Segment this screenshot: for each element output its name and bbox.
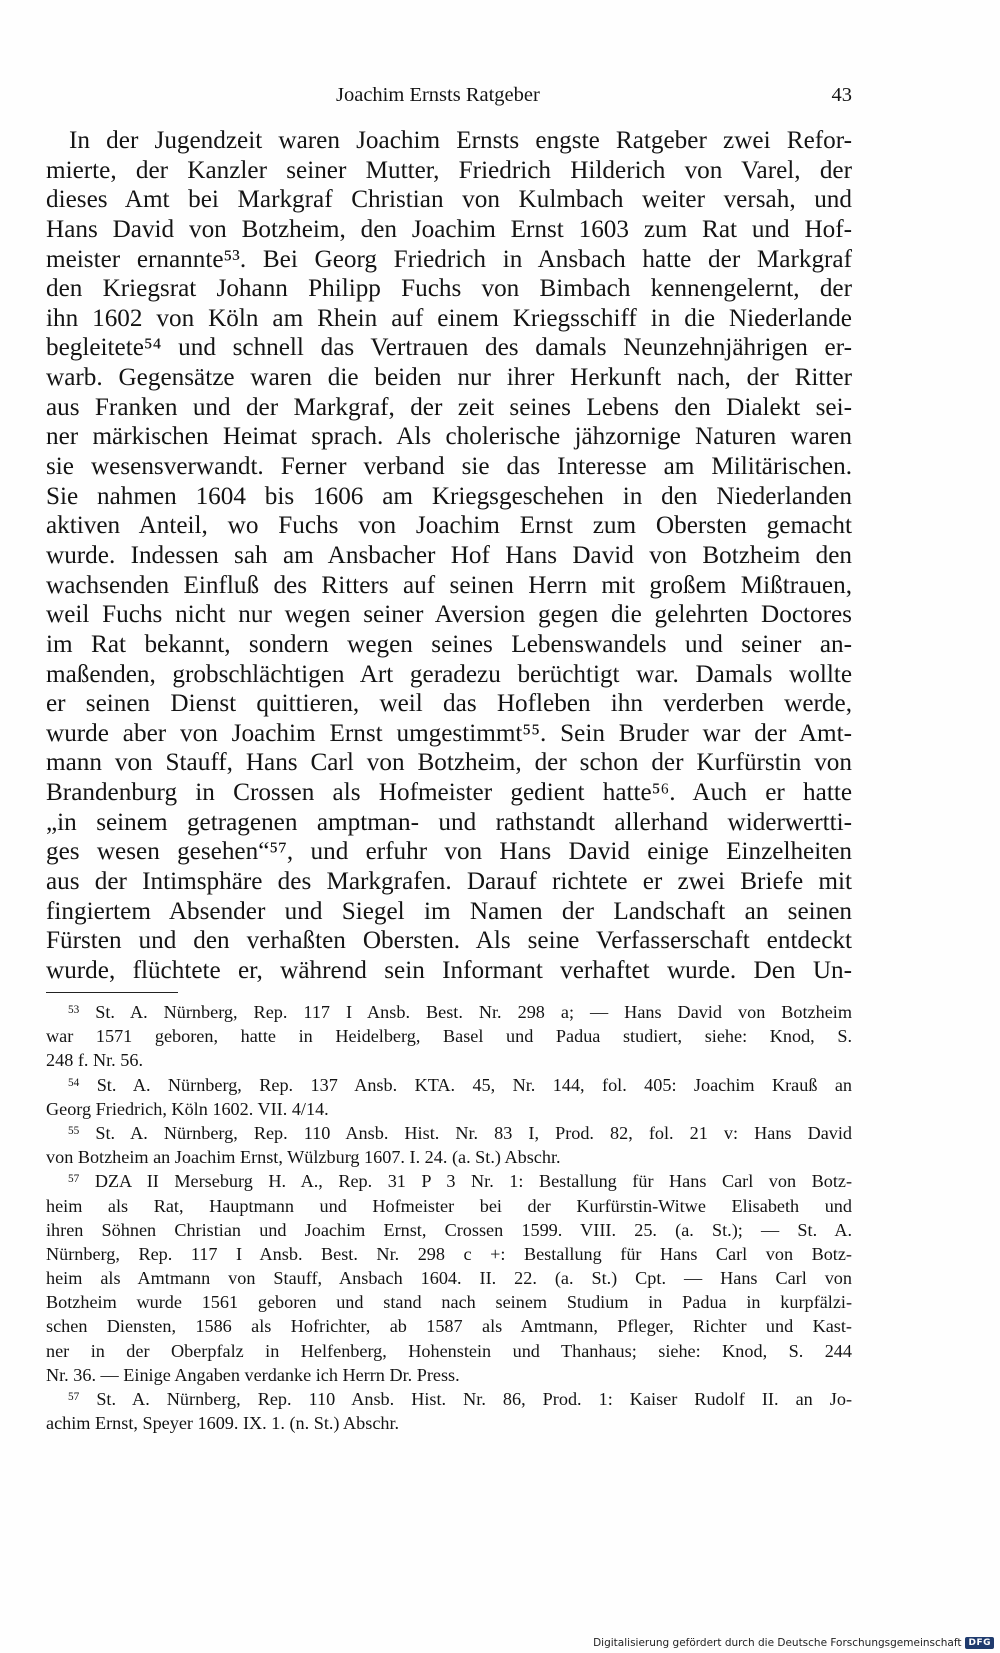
footnotes [46,1000,852,1435]
footnote-number: 57 [68,1173,80,1186]
text-line: sie wesensverwandt. Ferner verband sie das Interesse am Militärischen. [46,453,852,481]
text-line: ges wesen gesehen“⁵⁷, und erfuhr von Hans David einige Einzelheiten [46,838,852,866]
text-line: In der Jugendzeit waren Joachim Ernsts engste Ratgeber zwei Refor- [69,127,852,154]
text-line: Brandenburg in Crossen als Hofmeister gedient hatte⁵⁶. Auch er hatte [46,779,852,807]
footnote-number: 57 [68,1390,80,1403]
text-line: ner märkischen Heimat sprach. Als cholerische jähzornige Naturen waren [46,423,852,451]
text-line: fingiertem Absender und Siegel im Namen der Landschaft an seinen [46,897,852,925]
digitization-notice [593,1637,994,1649]
footnote-line: war 1571 geboren, hatte in Heidelberg, Basel und Padua studiert, siehe: Knod, S. [46,1026,852,1047]
text-line: begleitete⁵⁴ und schnell das Vertrauen des damals Neunzehnjährigen er- [46,334,852,362]
footnote-line: heim als Rat, Hauptmann und Hofmeister bei der Kurfürstin-Witwe Elisabeth und [46,1195,852,1216]
text-line: „in seinem getragenen amptman- und rathstandt allerhand widerwertti- [46,808,852,836]
footnote-line: ihren Söhnen Christian und Joachim Ernst, Crossen 1599. VIII. 25. (a. St.); — St. A. [46,1219,852,1240]
text-line: wachsenden Einfluß des Ritters auf seinen Herrn mit großem Mißtrauen, [46,571,852,599]
dfg-logo-icon: DFG [965,1637,994,1649]
footnote-text: St. A. Nürnberg, Rep. 110 Ansb. Hist. Nr. 86, Prod. 1: Kaiser Rudolf II. an Jo- [96,1389,852,1409]
footnote-number: 55 [68,1124,80,1137]
footnote-text: St. A. Nürnberg, Rep. 110 Ansb. Hist. Nr. 83 I, Prod. 82, fol. 21 v: Hans David [95,1122,853,1143]
text-line: aus der Intimsphäre des Markgrafen. Darauf richtete er zwei Briefe mit [46,868,852,896]
text-line: warb. Gegensätze waren die beiden nur ihrer Herkunft nach, der Ritter [46,364,852,392]
footnote-number: 53 [68,1003,80,1016]
text-line: Sie nahmen 1604 bis 1606 am Kriegsgeschehen in den Niederlanden [46,482,852,510]
text-line: meister ernannte⁵³. Bei Georg Friedrich in Ansbach hatte der Markgraf [46,245,852,273]
text-line: aus Franken und der Markgraf, der zeit seines Lebens den Dialekt sei- [46,393,852,421]
digitization-text: Digitalisierung gefördert durch die Deutsche Forschungsgemeinschaft [593,1637,962,1649]
text-line: den Kriegsrat Johann Philipp Fuchs von Bimbach kennengelernt, der [46,275,852,303]
footnote-line: Botzheim wurde 1561 geboren und stand nach seinem Studium in Padua in kurpfälzi- [46,1292,852,1313]
main-text [46,126,852,986]
footnote-text: St. A. Nürnberg, Rep. 117 I Ansb. Best. Nr. 298 a; — Hans David von Botzheim [95,1002,852,1022]
text-line: mierte, der Kanzler seiner Mutter, Friedrich Hilderich von Varel, der [46,156,852,184]
footnote-line: heim als Amtmann von Stauff, Ansbach 1604. II. 22. (a. St.) Cpt. — Hans Carl von [46,1268,852,1289]
text-line: wurde aber von Joachim Ernst umgestimmt⁵⁵. Sein Bruder war der Amt- [46,719,852,747]
text-line: weil Fuchs nicht nur wegen seiner Aversion gegen die gelehrten Doctores [46,601,852,629]
page-header [46,84,852,120]
text-line: aktiven Anteil, wo Fuchs von Joachim Ernst zum Obersten gemacht [46,512,852,540]
footnote-line [46,1073,852,1097]
page-number: 43 [831,84,852,106]
footnote-number: 54 [68,1076,80,1089]
footnote-line: achim Ernst, Speyer 1609. IX. 1. (n. St.) Abschr. [46,1413,400,1434]
text-line: mann von Stauff, Hans Carl von Botzheim, der schon der Kurfürstin von [46,749,852,777]
footnote-line: Georg Friedrich, Köln 1602. VII. 4/14. [46,1098,329,1119]
text-line: dieses Amt bei Markgraf Christian von Kulmbach weiter versah, und [46,186,852,214]
footnote-line: 248 f. Nr. 56. [46,1050,143,1071]
text-line: ihn 1602 von Köln am Rhein auf einem Kriegsschiff in die Niederlande [46,304,852,332]
text-line: Hans David von Botzheim, den Joachim Ernst 1603 zum Rat und Hof- [46,215,852,243]
footnote-text: St. A. Nürnberg, Rep. 137 Ansb. KTA. 45, Nr. 144, fol. 405: Joachim Krauß an [96,1074,852,1095]
running-title: Joachim Ernsts Ratgeber [336,84,540,106]
text-line: Fürsten und den verhaßten Obersten. Als seine Verfasserschaft entdeckt [46,927,852,955]
footnote-line: ner in der Oberpfalz in Helfenberg, Hohenstein und Thanhaus; siehe: Knod, S. 244 [46,1340,852,1361]
footnote-line [46,1169,852,1193]
footnote-line: Nr. 36. — Einige Angaben verdanke ich Herrn Dr. Press. [46,1364,460,1385]
footnote-line: Nürnberg, Rep. 117 I Ansb. Best. Nr. 298 c +: Bestallung für Hans Carl von Botz- [46,1243,852,1264]
text-line: im Rat bekannt, sondern wegen seines Lebenswandels und seiner an- [46,630,852,658]
footnote-line [46,1000,852,1024]
text-line: wurde. Indessen sah am Ansbacher Hof Hans David von Botzheim den [46,541,852,569]
footnote-line: von Botzheim an Joachim Ernst, Wülzburg 1607. I. 24. (a. St.) Abschr. [46,1147,561,1168]
text-line: wurde, flüchtete er, während sein Informant verhaftet wurde. Den Un- [46,956,852,984]
footnote-line [46,1387,852,1411]
footnote-text: DZA II Merseburg H. A., Rep. 31 P 3 Nr. 1: Bestallung für Hans Carl von Botz- [94,1171,853,1192]
text-line: maßenden, grobschlächtigen Art geradezu berüchtigt war. Damals wollte [46,660,852,688]
footnote-separator [46,992,178,993]
footnote-line [46,1121,852,1145]
text-line: er seinen Dienst quittieren, weil das Hofleben ihn verderben werde, [46,690,852,718]
footnote-line: schen Diensten, 1586 als Hofrichter, ab 1587 als Amtmann, Pfleger, Richter und Kast- [46,1316,852,1337]
